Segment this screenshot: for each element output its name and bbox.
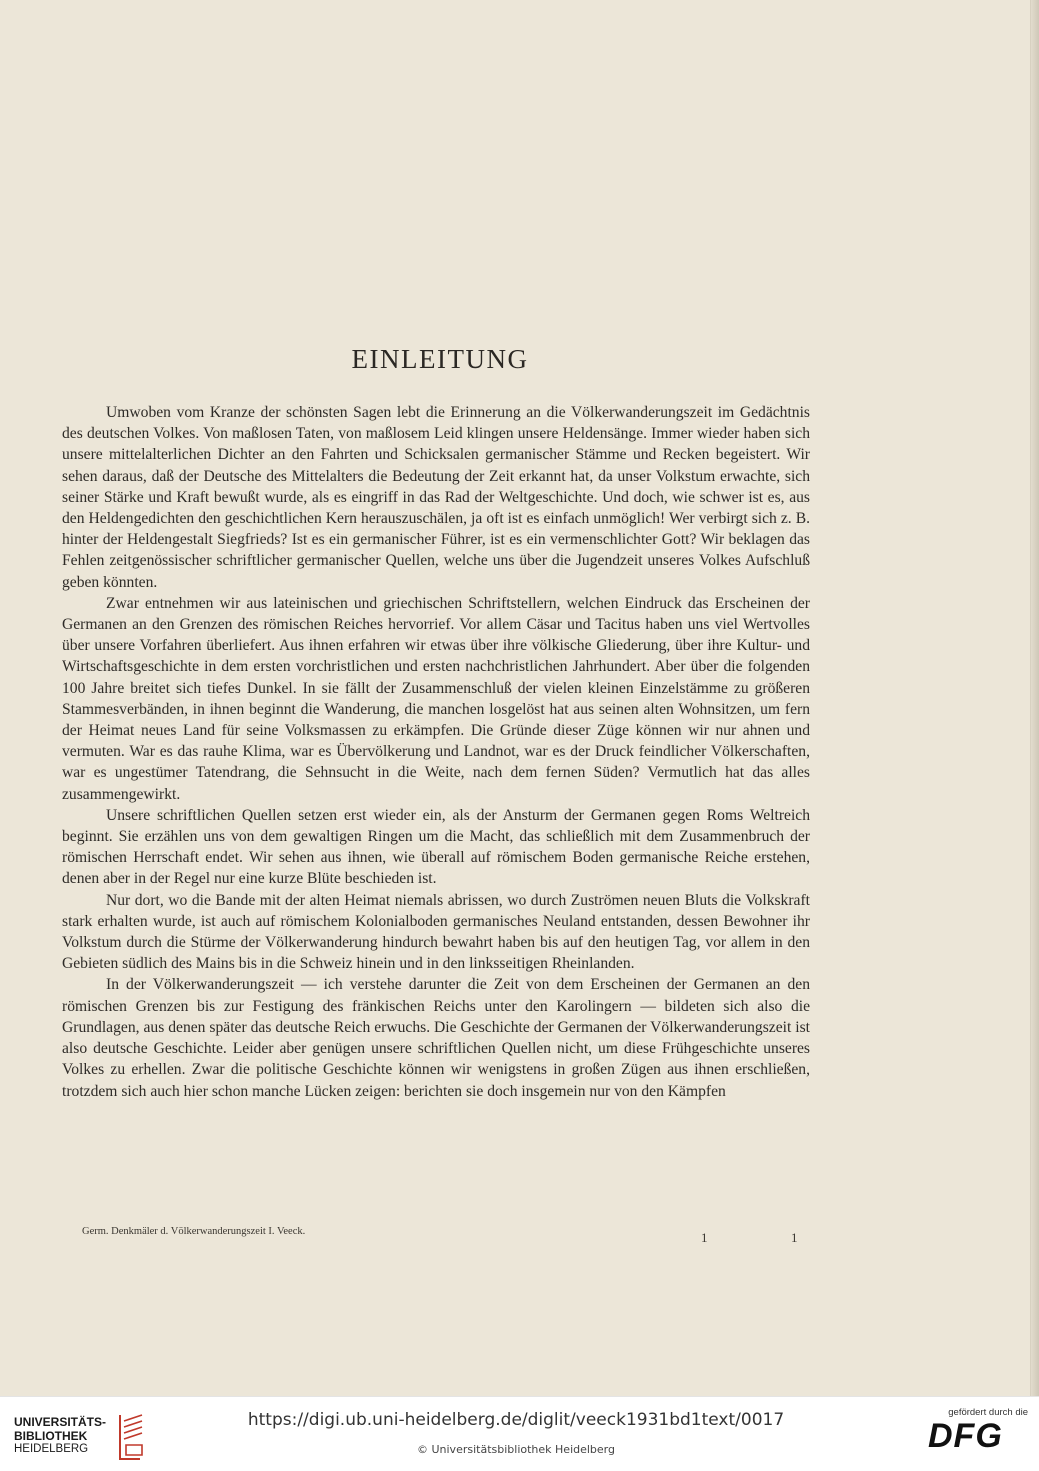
paragraph-2: Zwar entnehmen wir aus lateinischen und griechischen Schriftstellern, welchen Eindruck das Erscheinen der Germanen an den Grenzen des römischen Reiches hervorrief. Vor allem Cäsar und Tacitus haben uns viel Wertvolles über unsere Vorfahren überliefert. Aus ihnen erfahren wir etwas über ihre völkische Gliederung, über ihre Kultur- und Wirtschaftsgeschichte in dem ersten vorchristlichen und ersten nachchristlichen Jahrhundert. Aber über die folgenden 100 Jahre breitet sich tiefes Dunkel. In sie fällt der Zusammenschluß der vielen kleinen Einzelstämme zu größeren Stammesverbänden, in ihnen beginnt die Wanderung, die manchen losgelöst hat aus seinen alten Wohnsitzen, um fern der Heimat neues Land für seine Volksmassen zu erkämpfen. Die Gründe dieser Züge können wir nur ahnen und vermuten. War es das rauhe Klima, war es Übervölkerung und Landnot, war es der Druck feindlicher Völkerschaften, war es ungestümer Tatendrang, die Sehnsucht in die Weite, nach dem fernen Süden? Vermutlich hat das alles zusammengewirkt. <box>62 594 810 803</box>
logo-line-1: UNIVERSITÄTS- <box>14 1415 107 1429</box>
chapter-title: EINLEITUNG <box>351 344 529 374</box>
ub-heidelberg-logo[interactable] <box>14 1411 244 1461</box>
signature-mark-1: 1 <box>701 1230 708 1245</box>
paragraph-4: Nur dort, wo die Bande mit der alten Heimat niemals abrissen, wo durch Zuströmen neuen Bluts die Volkskraft stark erhalten wurde, ist auch auf römischem Kolonialboden germanisches Neuland entstanden, dessen Bewohner ihr Volkstum durch die Stürme der Völkerwanderung hindurch bewahrt haben bis auf den heutigen Tag, vor allem in den Gebieten südlich des Mains bis in die Schweiz hinein und in den linksseitigen Rheinlanden. <box>62 891 810 973</box>
page-edge <box>1031 0 1039 1396</box>
logo-line-3: HEIDELBERG <box>14 1443 89 1455</box>
paragraph-1: Umwoben vom Kranze der schönsten Sagen lebt die Erinnerung an die Völkerwanderungszeit im Gedächtnis des deutschen Volkes. Von maßlosen Taten, von maßlosem Leid klingen unsere Heldensänge. Immer wieder haben sich unsere mittelalterlichen Dichter an den Fahrten und Schicksalen germanischer Stämme und Recken begeistert. Wir sehen daraus, daß der Deutsche des Mittelalters die Bedeutung der Zeit erkannt hat, da unser Volkstum erwachte, sich seiner Stärke und Kraft bewußt wurde, als es eingriff in das Rad der Weltgeschichte. Und doch, wie schwer ist es, aus den Heldengedichten den geschichtlichen Kern herauszuschälen, ja oft ist es einfach unmöglich! Wer verbirgt sich z. B. hinter der Heldengestalt Siegfrieds? Ist es ein germanischer Führer, ist es ein vermenschlichter Gott? Wir beklagen das Fehlen zeitgenössischer schriftlicher germanischer Quellen, welche uns über die Jugendzeit unseres Volkes Aufschluß geben könnten. <box>62 404 810 591</box>
dfg-wordmark: DFG <box>928 1417 1003 1455</box>
footer-citation: Germ. Denkmäler d. Völkerwanderungszeit I. Veeck. <box>82 1226 306 1237</box>
permalink-url[interactable]: https://digi.ub.uni-heidelberg.de/diglit/veeck1931bd1text/0017 <box>247 1410 785 1430</box>
dfg-caption: gefördert durch die <box>948 1407 1028 1418</box>
paragraph-5: In der Völkerwanderungszeit — ich verstehe darunter die Zeit von dem Erscheinen der Germanen an den römischen Grenzen bis zur Festigung des fränkischen Reichs unter den Karolingern — bildeten sich also die Grundlagen, aus denen später das deutsche Reich erwuchs. Die Geschichte der Germanen der Völkerwanderungszeit ist also deutsche Geschichte. Leider aber genügen unsere schriftlichen Quellen nicht, um diese Frühgeschichte unseres Volkes zu erhellen. Zwar die politische Geschichte können wir wenigstens in großen Zügen aus ihnen erschließen, trotzdem sich auch hier schon manche Lücken zeigen: berichten sie doch insgemein nur von den Kämpfen <box>62 976 810 1100</box>
body-text <box>62 402 810 1102</box>
signature-mark-2: 1 <box>791 1230 798 1245</box>
viewer-footer-bar <box>0 1396 1039 1471</box>
dfg-logo[interactable] <box>918 1407 1028 1467</box>
copyright-notice: © Universitätsbibliothek Heidelberg <box>416 1443 615 1456</box>
ub-logo-mark-icon <box>106 1411 146 1463</box>
paragraph-3: Unsere schriftlichen Quellen setzen erst wieder ein, als der Ansturm der Germanen gegen Roms Weltreich beginnt. Sie erzählen uns von dem gewaltigen Ringen um die Macht, das schließlich mit dem Zusammenbruch der römischen Herrschaft endet. Wir sehen aus ihnen, wie überall auf römischem Boden germanische Reiche erstehen, denen aber in der Regel nur eine kurze Blüte beschieden ist. <box>62 806 810 888</box>
logo-line-2: BIBLIOTHEK <box>14 1429 88 1443</box>
